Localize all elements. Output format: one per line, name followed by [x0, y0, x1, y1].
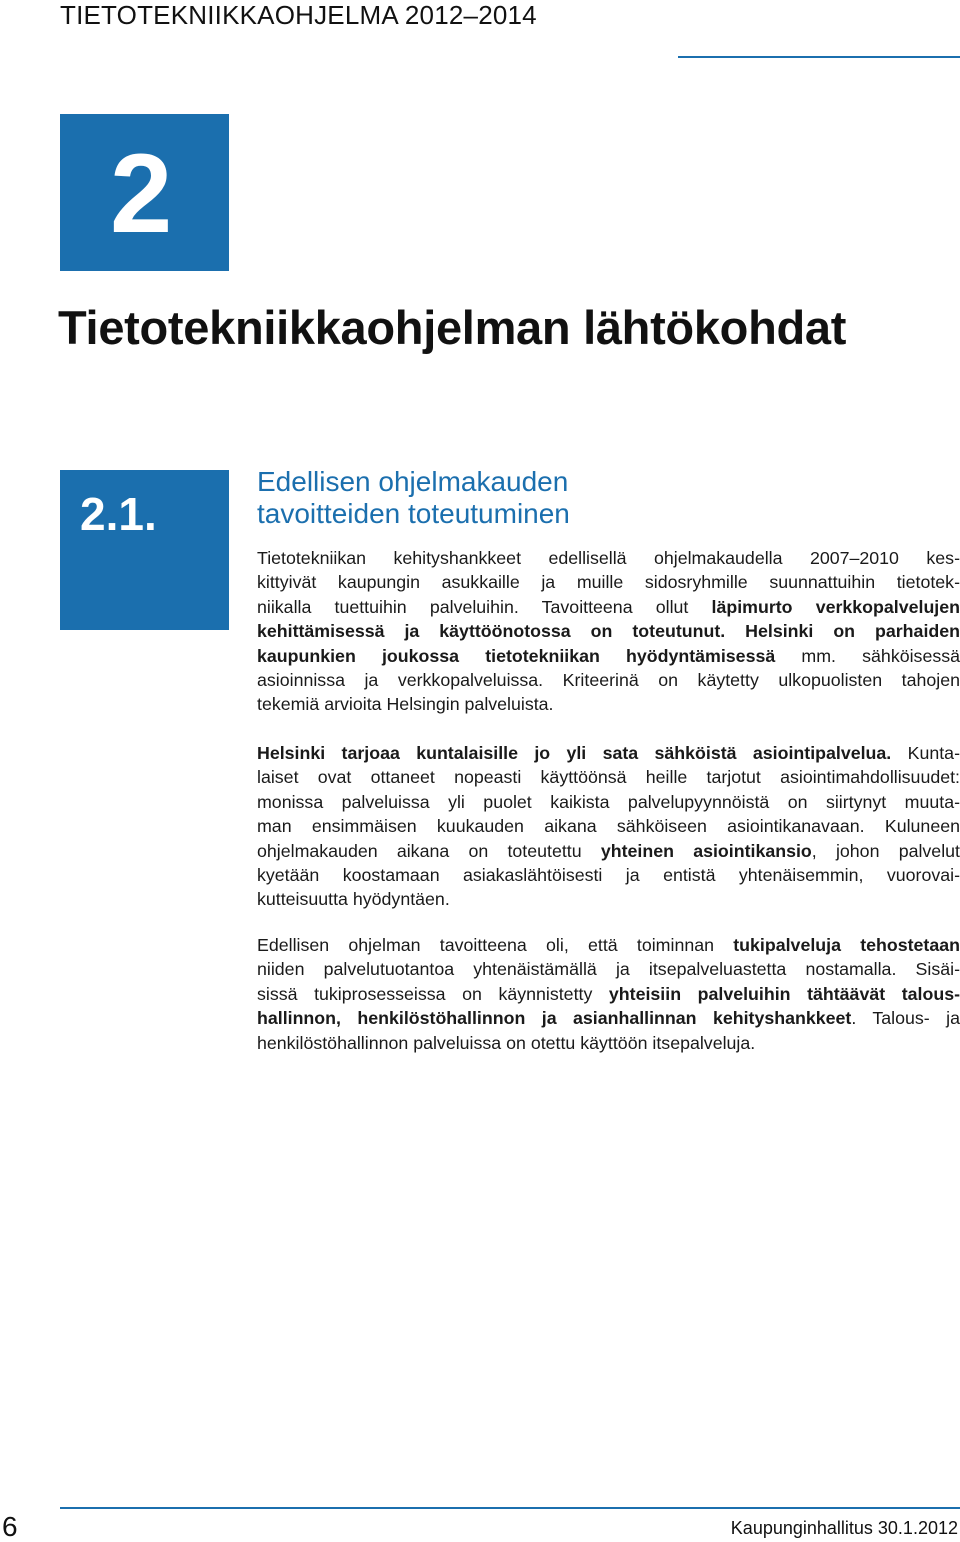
document-header-title: TIETOTEKNIIKKAOHJELMA 2012–2014 [60, 0, 537, 30]
text-run: kyetään koostamaan asiakaslähtöisesti ja entistä yhtenäisemmin, vuorovai- [257, 865, 960, 886]
section-title [257, 466, 777, 530]
text-run: ohjelmakauden aikana on toteutettu [257, 840, 601, 861]
text-run: . Talous- ja [851, 1008, 960, 1029]
text-line [257, 1031, 960, 1055]
text-run: man ensimmäisen kuukauden aikana sähköiseen asiointikanavaan. Kuluneen [257, 816, 960, 837]
text-line [257, 839, 960, 863]
text-run: kutteisuutta hyödyntäen. [257, 889, 450, 910]
text-run: laiset ovat ottaneet nopeasti käyttöönsä heille tarjotut asiointimahdollisuudet: [257, 767, 960, 788]
text-line [257, 887, 960, 911]
text-run: tekemiä arvioita Helsingin palveluista. [257, 694, 554, 715]
bold-text-run: kaupunkien joukossa tietotekniikan hyödyntämisessä [257, 645, 776, 666]
text-run: niiden palvelutuotantoa yhtenäistämällä ja itsepalveluastetta nostamalla. Sisäi- [257, 959, 960, 980]
section-title-line: Edellisen ohjelmakauden [257, 466, 569, 497]
body-paragraph-3 [257, 933, 960, 1055]
footer-text: Kaupunginhallitus 30.1.2012 [730, 1518, 958, 1538]
bold-text-run: yhteinen asiointikansio [600, 840, 812, 861]
text-line [257, 644, 960, 668]
text-run: sissä tukiprosesseissa on käynnistetty [257, 983, 609, 1004]
bold-text-run: tukipalveluja tehostetaan [733, 935, 960, 955]
body-paragraph-2 [257, 741, 960, 912]
bold-text-run: Helsinki tarjoaa kuntalaisille jo yli sata sähköistä asiointipalvelua. [257, 743, 892, 763]
text-line [257, 668, 960, 692]
text-line [257, 933, 960, 957]
text-line [257, 570, 960, 594]
text-line [257, 1006, 960, 1030]
text-line [257, 595, 960, 619]
bold-text-run: hallinnon, henkilöstöhallinnon ja asianhallinnan kehityshankkeet [257, 1008, 852, 1029]
text-run: henkilöstöhallinnon palveluissa on otettu käyttöön itsepalveluja. [257, 1032, 756, 1053]
text-run: Edellisen ohjelman tavoitteena oli, että toiminnan [257, 935, 734, 955]
bold-text-run: läpimurto verkkopalvelujen [711, 596, 960, 617]
text-line [257, 814, 960, 838]
footer-rule [60, 1507, 960, 1509]
header-rule [678, 56, 960, 58]
chapter-title: Tietotekniikkaohjelman lähtökohdat [58, 301, 847, 354]
text-run: Tietotekniikan kehityshankkeet edellisellä ohjelmakaudella 2007–2010 kes- [257, 548, 960, 568]
section-number: 2.1. [80, 488, 157, 540]
chapter-number: 2 [110, 131, 173, 256]
text-run: asioinnissa ja verkkopalveluissa. Kriteerinä on käytetty ulkopuolisten tahojen [257, 670, 960, 691]
text-line [257, 741, 960, 765]
text-line [257, 692, 960, 716]
text-line [257, 546, 960, 570]
text-line [257, 765, 960, 789]
text-run: Kunta- [891, 743, 960, 763]
body-paragraph-1 [257, 546, 960, 717]
bold-text-run: yhteisiin palveluihin tähtäävät talous- [608, 983, 960, 1004]
section-title-line: tavoitteiden toteutuminen [257, 498, 570, 529]
text-line [257, 982, 960, 1006]
text-run: niikalla tuettuihin palveluihin. Tavoitteena ollut [257, 596, 712, 617]
text-line [257, 957, 960, 981]
bold-text-run: kehittämisessä ja käyttöönotossa on toteutunut. Helsinki on parhaiden [257, 621, 960, 642]
text-run: monissa palveluissa yli puolet kaikista palvelupyynnöistä on siirtynyt muuta- [257, 791, 960, 812]
text-line [257, 863, 960, 887]
page-number: 6 [2, 1511, 18, 1542]
text-run: mm. sähköisessä [775, 645, 960, 666]
text-line [257, 790, 960, 814]
text-line [257, 619, 960, 643]
text-run: kittyivät kaupungin asukkaille ja muille sidosryhmille suunnattuihin tietotek- [257, 572, 960, 593]
text-run: , johon palvelut [811, 840, 960, 861]
